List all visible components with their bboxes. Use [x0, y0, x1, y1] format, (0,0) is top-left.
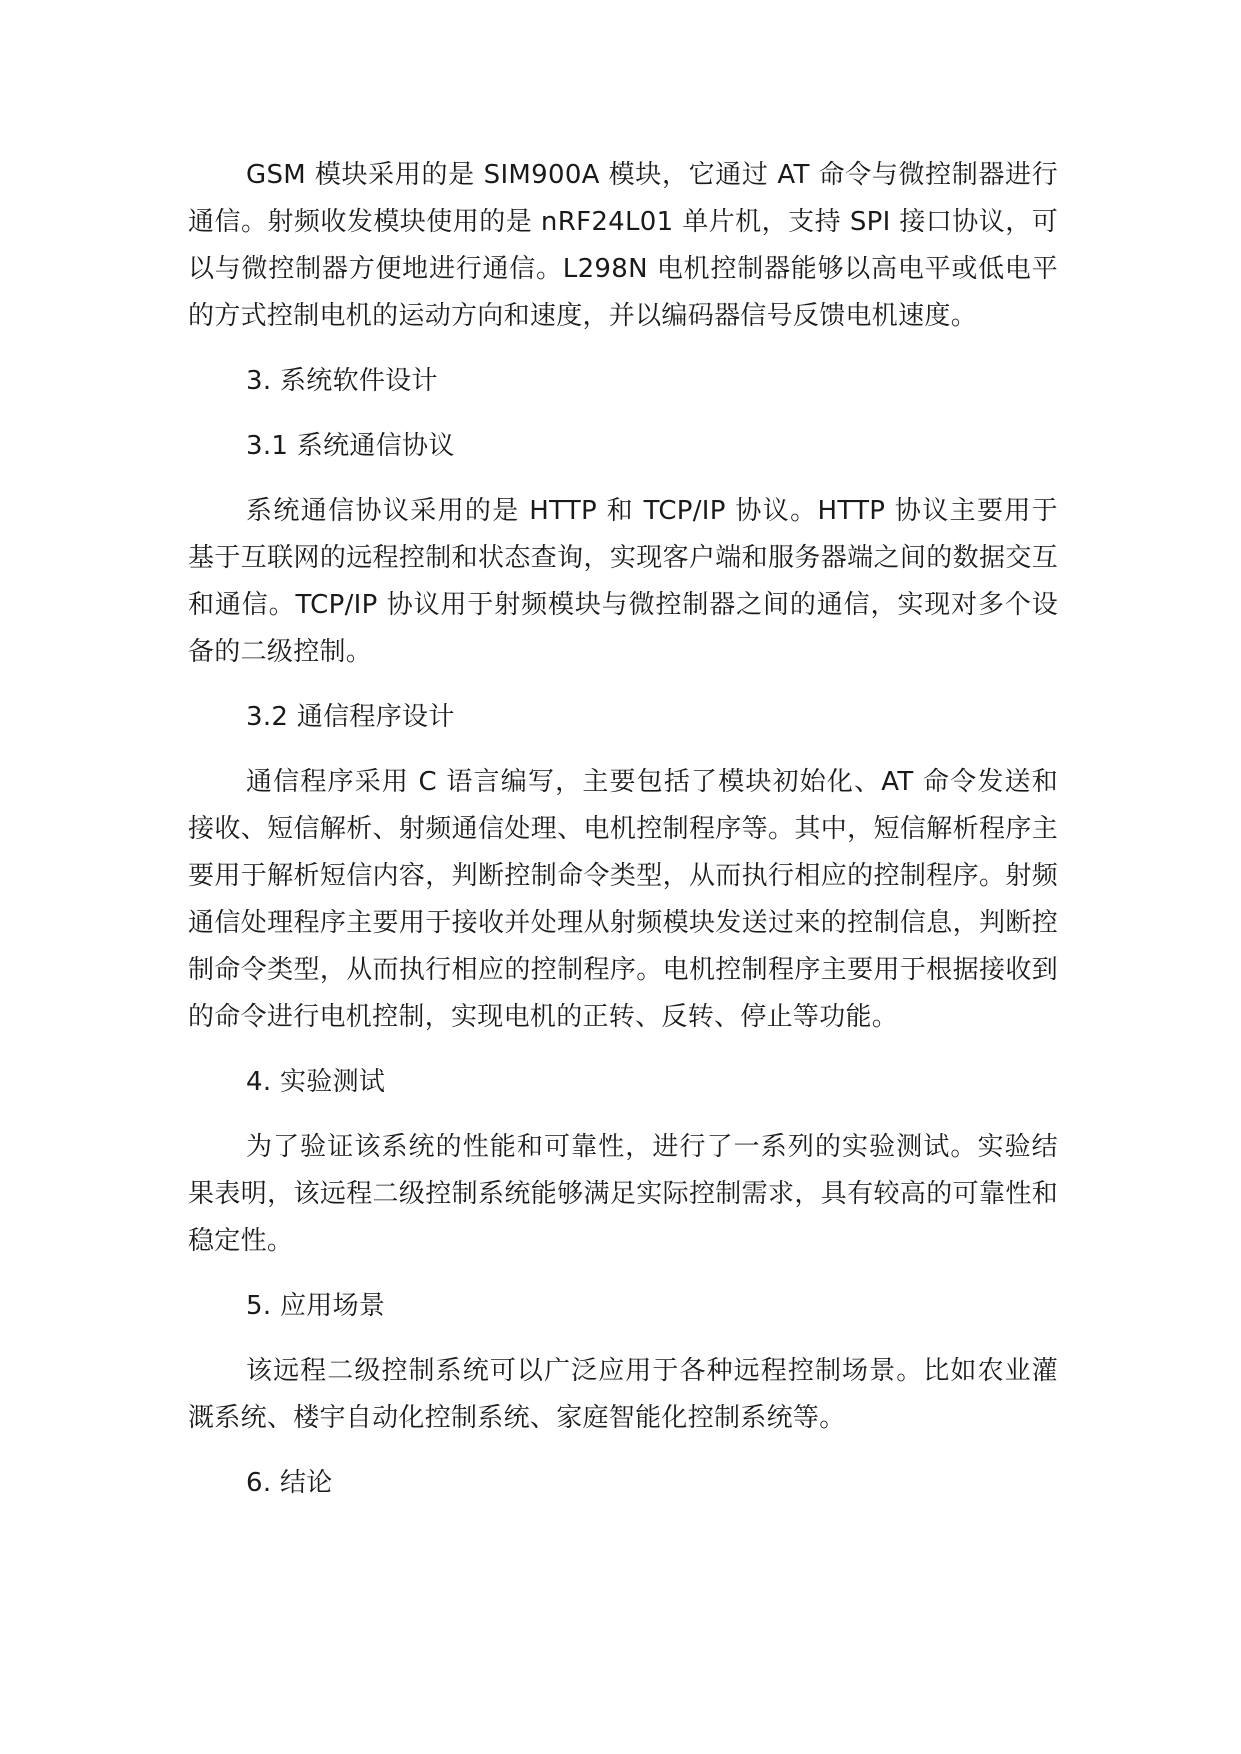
paragraph-experiment-test: 为了验证该系统的性能和可靠性，进行了一系列的实验测试。实验结果表明，该远程二级控制系统能够满足实际控制需求，具有较高的可靠性和稳定性。: [188, 1132, 1058, 1256]
paragraph-application-scenarios: 该远程二级控制系统可以广泛应用于各种远程控制场景。比如农业灌溉系统、楼宇自动化控制系统、家庭智能化控制系统等。: [188, 1356, 1058, 1433]
paragraph-communication-program: 通信程序采用 C 语言编写，主要包括了模块初始化、AT 命令发送和接收、短信解析、射频通信处理、电机控制程序等。其中，短信解析程序主要用于解析短信内容，判断控制命令类型，从而执行相应的控制程序。射频通信处理程序主要用于接收并处理从射频模块发送过来的控制信息，判断控制命令类型，从而执行相应的控制程序。电机控制程序主要用于根据接收到的命令进行电机控制，实现电机的正转、反转、停止等功能。: [188, 767, 1058, 1032]
heading-software-design: 3. 系统软件设计: [246, 366, 438, 396]
heading-communication-program: 3.2 通信程序设计: [246, 702, 455, 732]
heading-communication-protocol: 3.1 系统通信协议: [246, 431, 455, 461]
heading-application-scenarios: 5. 应用场景: [246, 1291, 386, 1321]
paragraph-hardware-modules: GSM 模块采用的是 SIM900A 模块，它通过 AT 命令与微控制器进行通信。射频收发模块使用的是 nRF24L01 单片机，支持 SPI 接口协议，可以与微控制器方便地进行通信。L298N 电机控制器能够以高电平或低电平的方式控制电机的运动方向和速度，并以编码器信号反馈电机速度。: [188, 160, 1058, 331]
paragraph-communication-protocol: 系统通信协议采用的是 HTTP 和 TCP/IP 协议。HTTP 协议主要用于基于互联网的远程控制和状态查询，实现客户端和服务器端之间的数据交互和通信。TCP/IP 协议用于射频模块与微控制器之间的通信，实现对多个设备的二级控制。: [188, 496, 1058, 667]
heading-experiment-test: 4. 实验测试: [246, 1067, 386, 1097]
heading-conclusion: 6. 结论: [246, 1468, 333, 1498]
document-body: [188, 152, 1058, 1525]
